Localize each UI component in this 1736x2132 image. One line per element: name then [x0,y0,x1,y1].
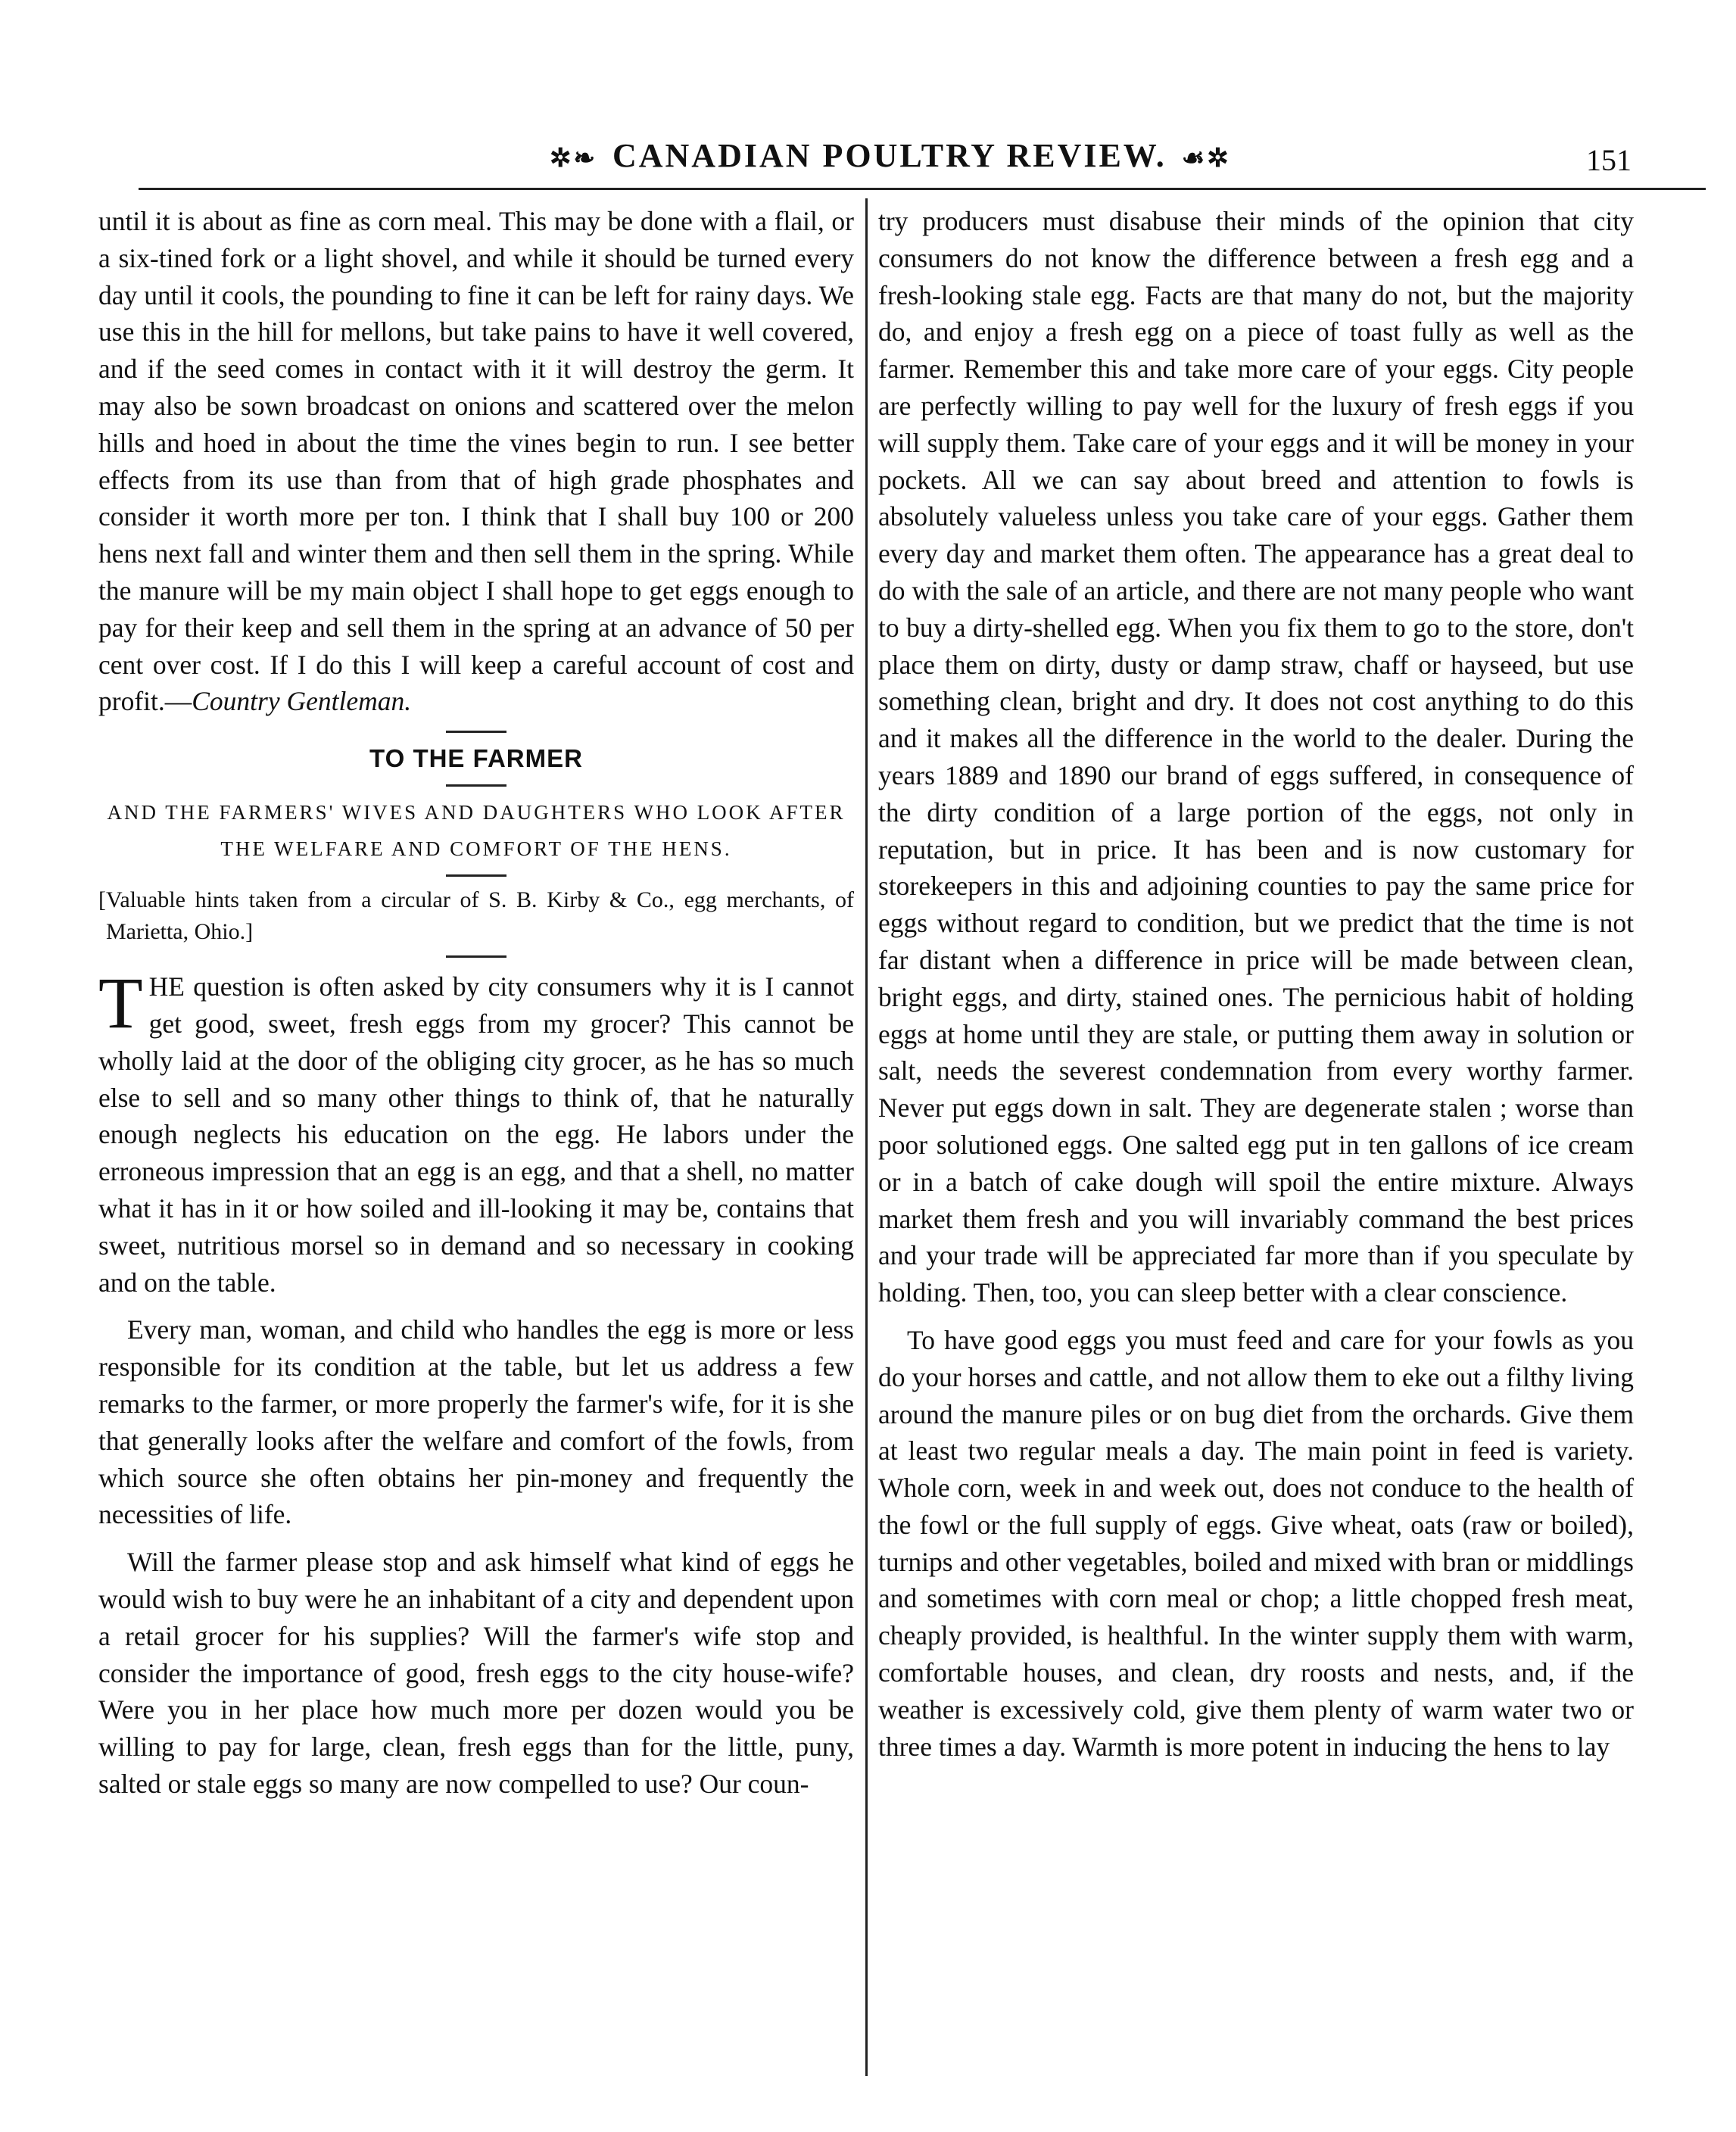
paragraph-continued [98,203,854,720]
column-divider [865,198,868,2076]
ornament-left-icon: ✲❧ [550,145,597,173]
masthead-title: CANADIAN POULTRY REVIEW. [612,137,1167,174]
page-header [0,136,1736,182]
left-column [98,203,854,1803]
section-rule [446,731,506,733]
page-number: 151 [1586,143,1632,177]
paragraph [98,962,854,1301]
paragraph: Every man, woman, and child who handles the egg is more or less responsible for its condition at the table, but let us address a few remarks to the farmer, or more properly the farmer's wife, for it is she that generally looks after the welfare and comfort of the fowls, from which source she often obtains her pin-money and frequently the necessities of life. [98,1314,854,1530]
header-rule [139,188,1706,190]
section-rule [446,784,506,787]
paragraph: To have good eggs you must feed and care for your fowls as you do your horses and cattle, and not allow them to eke out a filthy living around the manure piles or on bug diet from the orchards. Give them at least two regular meals a day. The main point in feed is variety. Whole corn, week in and week out, does not conduce to the health of the fowl or the full supply of eggs. Give wheat, oats (raw or boiled), turnips and other vegetables, boiled and mixed with bran or middlings and sometimes with corn meal or chop; a little chopped fresh meat, cheaply provided, is healthful. In the winter supply them with warm, comfortable houses, and clean, dry roosts and nests, and, if the weather is excessively cold, give them plenty of warm water two or three times a day. Warmth is more potent in inducing the hens to lay [878,1324,1634,1762]
drop-cap: T [98,962,143,1044]
section-rule [446,955,506,958]
source-attribution: Country Gentleman. [192,686,412,717]
masthead [545,136,1231,175]
article-heading: TO THE FARMER [369,744,583,773]
section-rule [446,874,506,877]
paragraph-text: HE question is often asked by city consumers why it is I cannot get good, sweet, fresh eggs from my grocer? This cannot be wholly laid at the door of the obliging city grocer, as he has so much else to sell and so many other things to think of, that he naturally enough neglects his education on the egg. He labors under the erroneous impression that an egg is an egg, and that a shell, no matter what it has in it or how soiled and ill-looking it may be, contains that sweet, nutritious morsel so in demand and so necessary in cooking and on the table. [98,971,854,1298]
paragraph: Will the farmer please stop and ask himself what kind of eggs he would wish to buy were he an inhabitant of a city and dependent upon a retail grocer for his supplies? Will the farmer's wife stop and consider the importance of good, fresh eggs to the city house-wife? Were you in her place how much more per dozen would you be willing to pay for large, clean, fresh eggs than for the little, puny, salted or stale eggs so many are now compelled to use? Our coun- [98,1547,854,1799]
ornament-right-icon: ☙✲ [1181,145,1231,173]
right-column [878,203,1634,1765]
paragraph-text: until it is about as fine as corn meal. This may be done with a flail, or a six-tined fork or a light shovel, and while it should be turned every day until it cools, the pounding to fine it can be left for rainy days. We use this in the hill for mellons, but take pains to have it well covered, and if the seed comes in contact with it it will destroy the germ. It may also be sown broadcast on onions and scattered over the melon hills and hoed in about the time the vines begin to run. I see better effects from its use than from that of high grade phosphates and consider it worth more per ton. I think that I shall buy 100 or 200 hens next fall and winter them and then sell them in the spring. While the manure will be my main object I shall hope to get eggs enough to pay for their keep and sell them in the spring at an advance of 50 per cent over cost. If I do this I will keep a careful account of cost and profit.— [98,206,854,717]
source-note: [Valuable hints taken from a circular of S. B. Kirby & Co., egg merchants, of Marietta, Ohio.] [98,887,854,945]
article-subheading: AND THE FARMERS' WIVES AND DAUGHTERS WHO LOOK AFTER THE WELFARE AND COMFORT OF THE HENS. [107,801,846,861]
paragraph: try producers must disabuse their minds of the opinion that city consumers do not know the difference between a fresh egg and a fresh-looking stale egg. Facts are that many do not, but the majority do, and enjoy a fresh egg on a piece of toast fully as well as the farmer. Remember this and take more care of your eggs. City people are perfectly willing to pay well for the luxury of fresh eggs if you will supply them. Take care of your eggs and it will be money in your pockets. All we can say about breed and attention to fowls is absolutely valueless unless you take care of your eggs. Gather them every day and market them often. The appearance has a great deal to do with the sale of an article, and there are not many people who want to buy a dirty-shelled egg. When you fix them to go to the store, don't place them on dirty, dusty or damp straw, chaff or hayseed, but use something clean, bright and dry. It does not cost anything to do this and it makes all the difference in the world to the dealer. During the years 1889 and 1890 our brand of eggs suffered, in consequence of the dirty condition of a large portion of the eggs, not only in reputation, but in price. It has been and is now customary for storekeepers in this and adjoining counties to pay the same price for eggs without regard to condition, but we predict that the time is not far distant when a difference in price will be made between clean, bright eggs, and dirty, stained ones. The pernicious habit of holding eggs at home until they are stale, or putting them away in solution or salt, needs the severest condemnation from every worthy farmer. Never put eggs down in salt. They are degenerate stalen ; worse than poor solutioned eggs. One salted egg put in ten gallons of ice cream or in a batch of cake dough will spoil the entire mixture. Always market them fresh and you will invariably command the best prices and your trade will be appreciated far more than if you speculate by holding. Then, too, you can sleep better with a clear conscience. [878,206,1634,1308]
